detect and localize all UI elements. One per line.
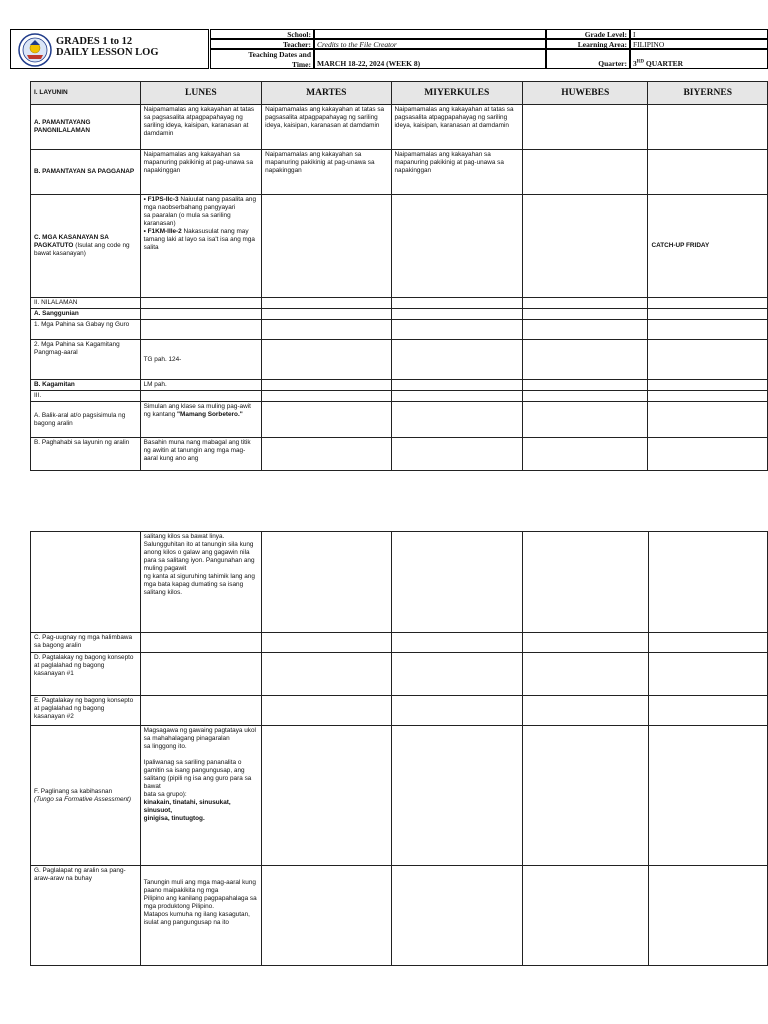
cell-martes: Naipamamalas ang kakayahan sa mapanuring pakikinig at pag-unawa sa napakinggan xyxy=(262,150,391,195)
cell-huwebes xyxy=(523,150,648,195)
lesson-log-table xyxy=(30,81,768,471)
row-label: E. Pagtalakay ng bagong konsepto at paglalahad ng bagong kasanayan #2 xyxy=(31,696,141,726)
cell-miyerkules: Naipamamalas ang kakayahan at tatas sa pagsasalita atpagpapahayag ng sariling ideya, kaisipan, karanasan at damdamin xyxy=(391,105,523,150)
document-title xyxy=(56,36,159,58)
col-lunes: LUNES xyxy=(140,82,261,105)
row-label: A. Balik-aral at/o pagsisimula ng bagong aralin xyxy=(31,402,141,438)
row-pagtalakay-2 xyxy=(31,696,768,726)
cell-lunes xyxy=(140,195,261,298)
row-label: C. Pag-uugnay ng mga halimbawa sa bagong aralin xyxy=(31,633,141,653)
quarter-suffix: RD xyxy=(636,59,644,65)
competency-code-1: • F1PS-IIc-3 xyxy=(143,196,179,203)
row-label xyxy=(31,195,141,298)
paglalapat-text: Tanungin muli ang mga mag-aaral kung paano maipakikita ng mga Pilipino ang kanilang pagpapahalaga sa mga produktong Pilipino. Matapos kumuha ng ilang kasagutan, isulat ang pangungusap na ito xyxy=(143,879,257,926)
deped-seal-icon xyxy=(18,33,52,67)
row-paghahabi xyxy=(31,438,768,471)
row-label: D. Pagtalakay ng bagong konsepto at paglalahad ng bagong kasanayan #1 xyxy=(31,653,141,696)
row-paglalapat xyxy=(31,866,768,966)
cell-lunes: Naipamamalas ang kakayahan at tatas sa pagsasalita atpagpapahayag ng sariling ideya, kaisipan, karanasan at damdamin xyxy=(140,105,261,150)
row-pagtalakay-1 xyxy=(31,653,768,696)
balik-aral-song: "Mamang Sorbetero." xyxy=(177,411,243,418)
title-line-1: GRADES 1 to 12 xyxy=(56,36,133,47)
balik-aral-text: Simulan ang klase sa muling pag-awit ng kantang xyxy=(143,403,251,418)
row-label xyxy=(31,726,141,866)
cell-lunes: Naipamamalas ang kakayahan sa mapanuring pakikinig at pag-unawa sa napakinggan xyxy=(140,150,261,195)
cell-lunes: TG pah. 124- xyxy=(140,340,261,380)
quarter-number: 3 xyxy=(633,59,637,68)
row-pamantayan-sa-pagganap xyxy=(31,150,768,195)
school-label: School: xyxy=(210,29,314,39)
row-paglinang xyxy=(31,726,768,866)
cell-lunes: LM pah. xyxy=(140,380,261,391)
row-label-rest: (Isulat ang code ng bawat kasanayan) xyxy=(34,242,130,257)
row-kasanayan-sa-pagkatuto xyxy=(31,195,768,298)
teaching-dates-value: MARCH 18-22, 2024 (WEEK 8) xyxy=(314,49,546,69)
cell-biyernes-catch-up: CATCH-UP FRIDAY xyxy=(648,195,768,298)
teaching-dates-label xyxy=(210,49,314,69)
col-layunin: I. LAYUNIN xyxy=(31,82,141,105)
row-label: B. Kagamitan xyxy=(31,380,141,391)
column-header-row xyxy=(31,82,768,105)
title-line-2: DAILY LESSON LOG xyxy=(56,47,159,58)
row-paghahabi-continued xyxy=(31,532,768,633)
competency-text-2: Nakasusulat nang may tamang laki at layo sa isa't isa ang mga salita xyxy=(143,228,255,251)
cell-miyerkules: Naipamamalas ang kakayahan sa mapanuring pakikinig at pag-unawa sa napakinggan xyxy=(391,150,523,195)
teaching-dates-label-line2: Time: xyxy=(291,59,311,69)
cell-lunes xyxy=(140,726,262,866)
quarter-text: QUARTER xyxy=(643,59,684,68)
row-balik-aral xyxy=(31,402,768,438)
row-label: II. NILALAMAN xyxy=(31,298,141,309)
teacher-value: Credits to the File Creator xyxy=(314,39,546,49)
row-kagamitang-pangmag-aaral xyxy=(31,340,768,380)
col-miyerkules: MIYERKULES xyxy=(391,82,523,105)
cell-martes xyxy=(262,195,391,298)
row-pamantayang-pangnilalaman xyxy=(31,105,768,150)
grade-level-value: I xyxy=(630,29,768,39)
col-martes: MARTES xyxy=(262,82,391,105)
row-sanggunian xyxy=(31,309,768,320)
col-huwebes: HUWEBES xyxy=(523,82,648,105)
paglinang-text-1: Magsagawa ng gawaing pagtataya ukol sa mahahalagang pinagaralan sa linggong ito. xyxy=(143,727,256,750)
teacher-label: Teacher: xyxy=(210,39,314,49)
lesson-log-table-continued xyxy=(30,531,768,966)
row-iii xyxy=(31,391,768,402)
cell-lunes xyxy=(140,866,262,966)
cell-martes: Naipamamalas ang kakayahan at tatas sa pagsasalita atpagpapahayag ng sariling ideya, kaisipan, karanasan at damdamin xyxy=(262,105,391,150)
row-label: B. Paghahabi sa layunin ng aralin xyxy=(31,438,141,471)
quarter-value xyxy=(630,49,768,69)
row-label-italic: (Tungo sa Formative Assessment) xyxy=(34,795,131,803)
row-nilalaman xyxy=(31,298,768,309)
school-value xyxy=(314,29,546,39)
competency-text-1: Naiuulat nang pasalita ang mga naobserbahang pangyayari sa paaralan (o mula sa sariling karanasan) xyxy=(143,196,257,227)
cell-lunes xyxy=(140,402,261,438)
row-label: 2. Mga Pahina sa Kagamitang Pangmag-aaral xyxy=(31,340,141,380)
row-label-bold: C. MGA KASANAYAN SA PAGKATUTO xyxy=(34,234,109,249)
cell-lunes: Basahin muna nang mabagal ang titik ng awitin at tanungin ang mga mag-aaral kung ano ang xyxy=(140,438,261,471)
cell-miyerkules xyxy=(391,195,523,298)
grade-level-label: Grade Level: xyxy=(546,29,630,39)
paglinang-words-2: ginigisa, tinutugtog. xyxy=(143,815,205,822)
document-header xyxy=(10,29,768,70)
deped-logo-box xyxy=(10,29,209,69)
row-label: 1. Mga Pahina sa Gabay ng Guro xyxy=(31,320,141,340)
cell-biyernes xyxy=(648,105,768,150)
cell-huwebes xyxy=(523,195,648,298)
competency-code-2: • F1KM-IIIe-2 xyxy=(143,228,182,235)
paglinang-text-2: Ipaliwanag sa sariling pananalita o gamitin sa isang pangungusap, ang salitang (pipili ng isa ang guro para sa bawat bata sa grupo): xyxy=(143,759,252,798)
learning-area-value: FILIPINO xyxy=(630,39,768,49)
cell-huwebes xyxy=(523,105,648,150)
row-label: III. xyxy=(31,391,141,402)
row-label: G. Paglalapat ng aralin sa pang-araw-araw na buhay xyxy=(31,866,141,966)
col-biyernes: BIYERNES xyxy=(648,82,768,105)
row-kagamitan xyxy=(31,380,768,391)
paglinang-words-1: kinakain, tinatahi, sinusukat, sinusuot, xyxy=(143,799,231,814)
cell-biyernes xyxy=(648,150,768,195)
row-label: B. PAMANTAYAN SA PAGGANAP xyxy=(31,150,141,195)
row-label-main: F. Paglinang sa kabihasnan xyxy=(34,787,113,795)
cell-lunes: salitang kilos sa bawat linya. Salungguhitan ito at tanungin sila kung anong kilos o galaw ang gagawin nila para sa salitang iyon. Pangunahan ang muling pagawit ng kanta at siguruhing tahimik lang ang mga bata kapag dumating sa isang salitang kilos. xyxy=(140,532,262,633)
learning-area-label: Learning Area: xyxy=(546,39,630,49)
row-pag-uugnay xyxy=(31,633,768,653)
quarter-label: Quarter: xyxy=(546,49,630,69)
row-gabay-ng-guro xyxy=(31,320,768,340)
row-label: A. Sanggunian xyxy=(31,309,141,320)
row-label: A. PAMANTAYANG PANGNILALAMAN xyxy=(31,105,141,150)
teaching-dates-label-line1: Teaching Dates and xyxy=(248,50,311,59)
